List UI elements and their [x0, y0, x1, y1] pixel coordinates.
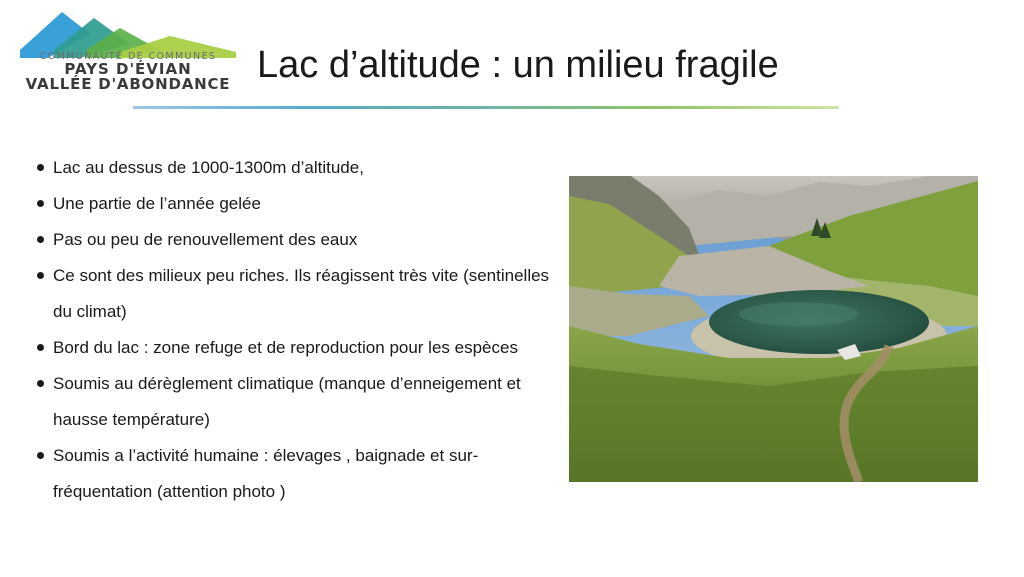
bullet-text: Soumis au dérèglement climatique (manque d’enneigement et hausse température) — [53, 374, 521, 429]
bullet-list — [37, 150, 562, 510]
bullet-item — [37, 186, 562, 222]
bullet-dot-icon — [37, 344, 44, 351]
bullet-item — [37, 438, 562, 510]
lake-photo — [569, 176, 978, 482]
logo-line-2: PAYS D'ÉVIAN — [64, 60, 192, 78]
bullet-text: Une partie de l’année gelée — [53, 194, 261, 213]
bullet-item — [37, 222, 562, 258]
bullet-item — [37, 258, 562, 330]
bullet-text: Ce sont des milieux peu riches. Ils réagissent très vite (sentinelles du climat) — [53, 266, 550, 321]
bullet-item — [37, 150, 562, 186]
bullet-item — [37, 330, 562, 366]
bullet-dot-icon — [37, 452, 44, 459]
bullet-text: Pas ou peu de renouvellement des eaux — [53, 230, 358, 249]
bullet-dot-icon — [37, 164, 44, 171]
logo — [18, 8, 240, 92]
logo-line-1: COMMUNAUTÉ DE COMMUNES — [39, 51, 217, 62]
bullet-dot-icon — [37, 200, 44, 207]
bullet-dot-icon — [37, 236, 44, 243]
bullet-text: Bord du lac : zone refuge et de reproduction pour les espèces — [53, 338, 518, 357]
bullet-text: Lac au dessus de 1000-1300m d’altitude, — [53, 158, 364, 177]
logo-line-3: VALLÉE D'ABONDANCE — [25, 75, 231, 93]
bullet-text: Soumis a l’activité humaine : élevages , baignade et sur-fréquentation (attention photo ) — [53, 446, 479, 501]
bullet-dot-icon — [37, 380, 44, 387]
title-divider — [133, 106, 839, 109]
alpine-lake-image — [569, 176, 978, 482]
bullet-dot-icon — [37, 272, 44, 279]
slide-title: Lac d’altitude : un milieu fragile — [257, 44, 779, 86]
bullet-item — [37, 366, 562, 438]
